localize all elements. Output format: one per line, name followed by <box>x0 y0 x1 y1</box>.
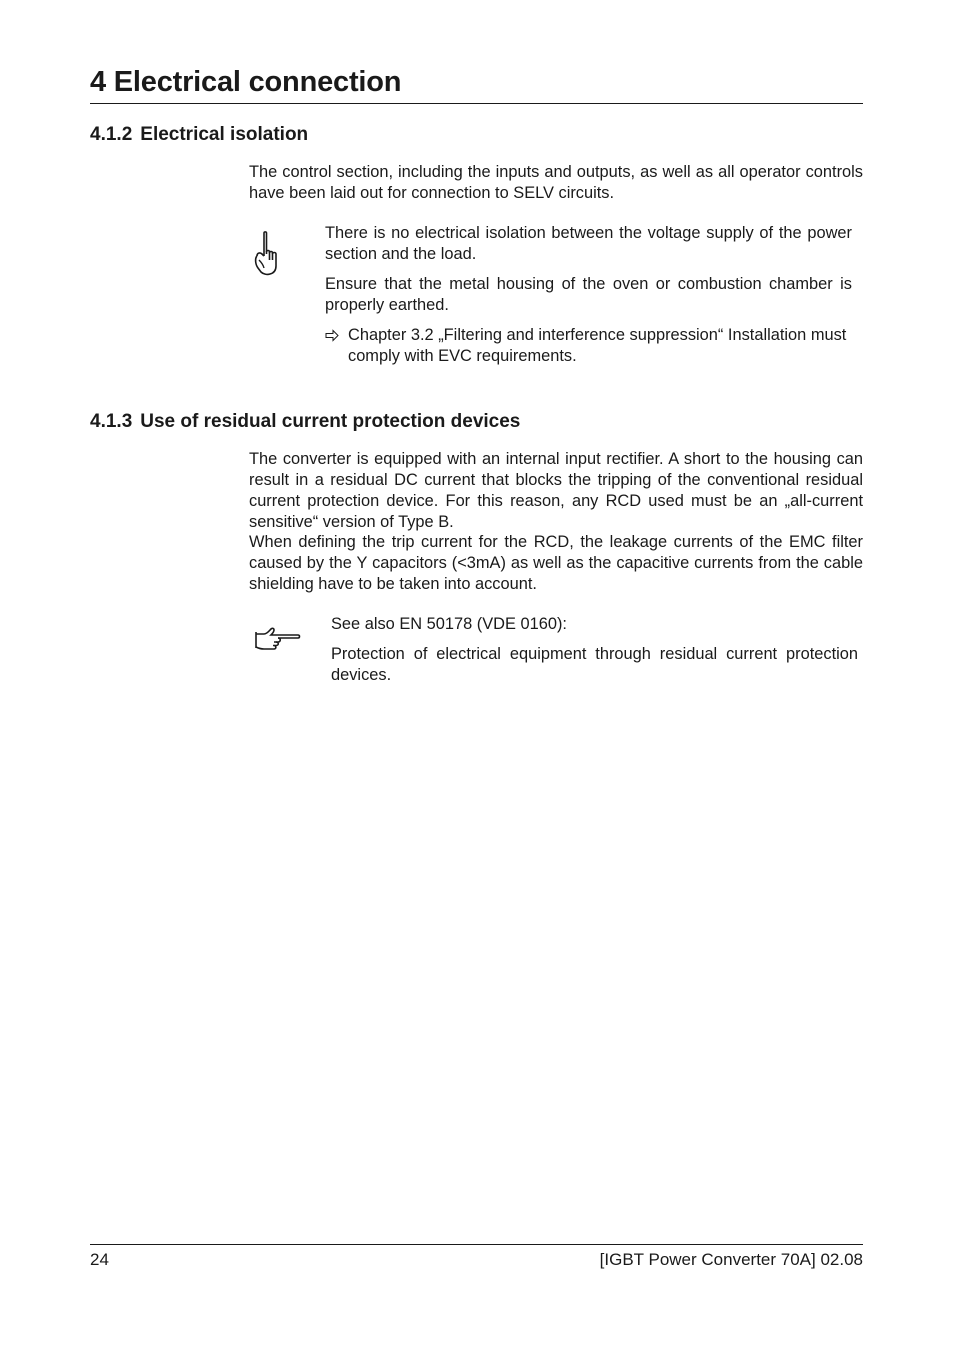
warning-text-2: Ensure that the metal housing of the oven or combustion chamber is properly earthed. <box>325 275 852 314</box>
page-number: 24 <box>90 1250 109 1269</box>
document-reference: [IGBT Power Converter 70A] 02.08 <box>599 1250 863 1269</box>
chapter-title: 4 Electrical connection <box>90 66 402 98</box>
raised-finger-hand-icon <box>253 230 281 283</box>
pointing-hand-icon <box>254 626 302 657</box>
note-text-1: See also EN 50178 (VDE 0160): <box>331 615 567 633</box>
rcd-paragraph-2: When defining the trip current for the RCD, the leakage currents of the EMC filter caused by the Y capacitors (<3mA) as well as the capacitive currents from the cable shielding have to be taken into account. <box>249 533 863 593</box>
section-title: Electrical isolation <box>140 124 309 145</box>
header-rule <box>90 103 863 104</box>
section-title: Use of residual current protection devices <box>140 411 521 432</box>
section-heading-4-1-2 <box>90 124 308 146</box>
section-number: 4.1.3 <box>90 411 133 432</box>
note-text-2: Protection of electrical equipment through residual current protection devices. <box>331 645 858 684</box>
warning-text-1: There is no electrical isolation between the voltage supply of the power section and the load. <box>325 224 852 263</box>
right-arrow-icon <box>325 325 339 352</box>
footer-rule <box>90 1244 863 1245</box>
section-number: 4.1.2 <box>90 124 133 145</box>
chapter-reference-link[interactable]: Chapter 3.2 „Filtering and interference suppression“ Installation must comply with EVC requirements. <box>348 326 847 365</box>
rcd-paragraph-1: The converter is equipped with an internal input rectifier. A short to the housing can result in a residual DC current that blocks the tripping of the conventional residual current protection device. For this reason, any RCD used must be an „all-current sensitive“ version of Type B. <box>249 450 863 531</box>
section-heading-4-1-3 <box>90 411 520 433</box>
isolation-intro: The control section, including the inputs and outputs, as well as all operator controls have been laid out for connection to SELV circuits. <box>249 163 863 202</box>
